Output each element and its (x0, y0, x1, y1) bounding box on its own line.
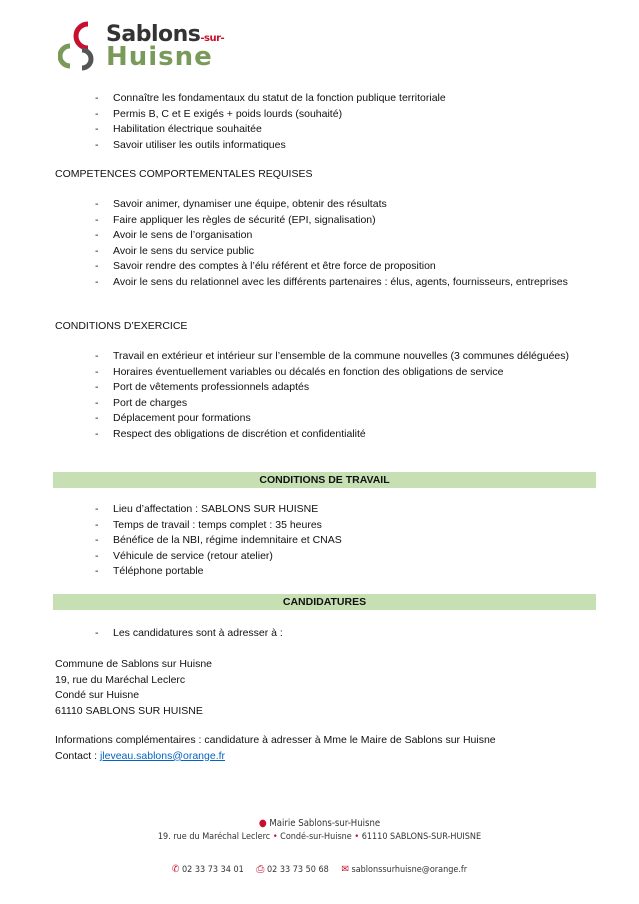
envelope-icon: ✉ (341, 864, 349, 875)
list-item: - Port de charges (95, 396, 569, 412)
location-pin-icon: ● (258, 818, 267, 829)
list-item: - Permis B, C et E exigés + poids lourds (souhaité) (95, 107, 446, 123)
list-item: - Bénéfice de la NBI, régime indemnitaire et CNAS (95, 533, 342, 549)
fax-icon: ⎙ (256, 864, 265, 875)
contact-line (55, 749, 496, 765)
applications-heading: CANDIDATURES (53, 594, 596, 610)
list-item: - Avoir le sens du relationnel avec les différents partenaires : élus, agents, fournisseurs, entreprises (95, 275, 568, 291)
list-item: - Déplacement pour formations (95, 411, 569, 427)
list-item: - Avoir le sens du service public (95, 244, 568, 260)
info-line: Informations complémentaires : candidature à adresser à Mme le Maire de Sablons sur Huisne (55, 734, 496, 746)
separator-dot-icon: • (354, 832, 360, 842)
separator-dot-icon: • (272, 832, 278, 842)
list-item: - Savoir rendre des comptes à l’élu référent et être force de proposition (95, 259, 568, 275)
list-item: - Habilitation électrique souhaitée (95, 122, 446, 138)
applications-list (95, 626, 283, 642)
list-item: - Véhicule de service (retour atelier) (95, 549, 342, 565)
footer-town: Condé-sur-Huisne (280, 832, 352, 842)
list-item: - Savoir utiliser les outils informatiques (95, 138, 446, 154)
footer-street: 19. rue du Maréchal Leclerc (157, 832, 271, 842)
work-list (95, 502, 342, 580)
footer-address (0, 832, 639, 842)
fax-text: 02 33 73 50 68 (266, 865, 329, 875)
address-line: 19, rue du Maréchal Leclerc (55, 673, 186, 686)
postal-address (55, 657, 212, 719)
contact-email-link[interactable]: jleveau.sablons@orange.fr (99, 749, 226, 762)
list-item: - Respect des obligations de discrétion et confidentialité (95, 427, 569, 443)
behavioral-list (95, 197, 568, 291)
list-item: - Les candidatures sont à adresser à : (95, 626, 283, 642)
additional-info (55, 733, 496, 764)
contact-label: Contact : (55, 749, 100, 762)
email-text: sablonssurhuisne@orange.fr (351, 865, 468, 875)
logo-name-bottom: Huisne (106, 42, 213, 72)
footer-postcode: 61110 SABLONS-SUR-HUISNE (361, 832, 482, 842)
phone-icon: ✆ (171, 864, 180, 875)
work-conditions-heading: CONDITIONS DE TRAVAIL (53, 472, 596, 488)
logo (58, 16, 238, 74)
list-item: - Horaires éventuellement variables ou décalés en fonction des obligations de service (95, 365, 569, 381)
footer-contacts (0, 864, 639, 875)
list-item: - Téléphone portable (95, 564, 342, 580)
list-item: - Lieu d’affectation : SABLONS SUR HUISNE (95, 502, 342, 518)
exercise-list (95, 349, 569, 443)
skills-list (95, 91, 446, 153)
list-item: - Avoir le sens de l’organisation (95, 228, 568, 244)
address-line: Condé sur Huisne (55, 689, 140, 702)
address-line: 61110 SABLONS SUR HUISNE (55, 704, 203, 717)
exercise-heading: CONDITIONS D’EXERCICE (55, 320, 188, 332)
behavioral-heading: COMPETENCES COMPORTEMENTALES REQUISES (55, 168, 313, 180)
address-line: Commune de Sablons sur Huisne (55, 658, 212, 670)
phone-text: 02 33 73 34 01 (182, 865, 244, 875)
footer-phone (172, 864, 244, 875)
list-item: - Travail en extérieur et intérieur sur l’ensemble de la commune nouvelles (3 communes déléguées) (95, 349, 569, 365)
logo-mark-icon (58, 16, 108, 74)
list-item: - Connaître les fondamentaux du statut de la fonction publique territoriale (95, 91, 446, 107)
list-item: - Temps de travail : temps complet : 35 heures (95, 518, 342, 534)
list-item: - Savoir animer, dynamiser une équipe, obtenir des résultats (95, 197, 568, 213)
list-item: - Faire appliquer les règles de sécurité (EPI, signalisation) (95, 213, 568, 229)
footer-title (0, 818, 639, 829)
list-item: - Port de vêtements professionnels adaptés (95, 380, 569, 396)
footer-title-text: Mairie Sablons-sur-Huisne (269, 818, 381, 829)
footer-fax (256, 864, 328, 875)
footer-email (341, 864, 467, 875)
logo-name-top: Sablons-sur- (106, 22, 225, 47)
